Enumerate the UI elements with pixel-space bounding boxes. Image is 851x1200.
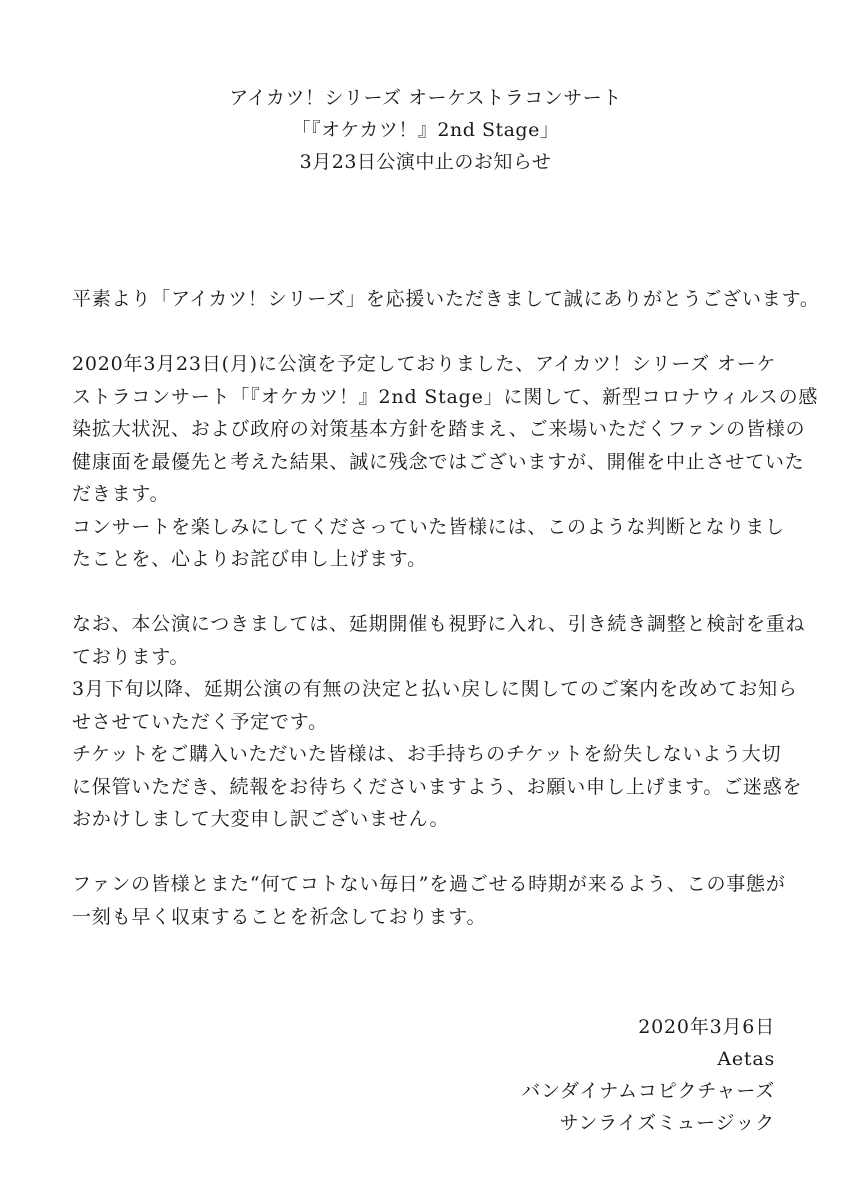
body-line: だきます。 bbox=[72, 483, 170, 505]
body-line: 染拡大状況、および政府の対策基本方針を踏まえ、ご来場いただくファンの皆様の bbox=[72, 418, 806, 440]
body-line: ております。 bbox=[72, 645, 190, 668]
title-line-event: 「『オケカツ！』2nd Stage」 bbox=[291, 119, 560, 141]
body-line: に保管いただき、続報をお待ちくださいますよう、お願い申し上げます。ご迷惑を bbox=[72, 775, 803, 798]
body-line: たことを、心よりお詫び申し上げます。 bbox=[72, 548, 427, 570]
body-line: 3月下旬以降、延期公演の有無の決定と払い戻しに関してのご案内を改めてお知ら bbox=[72, 678, 798, 700]
body-line: 平素より「アイカツ！シリーズ」を応援いただきまして誠にありがとうございます。 bbox=[72, 288, 820, 310]
announcement-body bbox=[72, 283, 820, 933]
signature-org-aetas: Aetas bbox=[717, 1048, 775, 1070]
body-line: 一刻も早く収束することを祈念しております。 bbox=[72, 905, 487, 928]
title-line-notice: 3月23日公演中止のお知らせ bbox=[299, 151, 552, 173]
body-line: 2020年3月23日(月)に公演を予定しておりました、アイカツ！シリーズ オーケ bbox=[72, 353, 777, 375]
body-line: せさせていただく予定です。 bbox=[72, 710, 328, 733]
signature-date: 2020年3月6日 bbox=[638, 1016, 775, 1038]
body-line: なお、本公演につきましては、延期開催も視野に入れ、引き続き調整と検討を重ね bbox=[72, 613, 806, 635]
announcement-title bbox=[0, 82, 851, 178]
body-line: おかけしまして大変申し訳ございません。 bbox=[72, 808, 450, 830]
body-line: コンサートを楽しみにしてくださっていた皆様には、このような判断となりまし bbox=[72, 515, 785, 538]
signature-org-bandai: バンダイナムコピクチャーズ bbox=[521, 1080, 775, 1102]
body-line: 健康面を最優先と考えた結果、誠に残念ではございますが、開催を中止させていた bbox=[72, 450, 805, 473]
signature-block bbox=[521, 1011, 775, 1139]
signature-org-sunrise: サンライズミュージック bbox=[559, 1112, 775, 1134]
body-line: チケットをご購入いただいた皆様は、お手持ちのチケットを紛失しないよう大切 bbox=[72, 743, 782, 765]
body-line: ファンの皆様とまた“何てコトない毎日”を過ごせる時期が来るよう、この事態が bbox=[72, 873, 786, 895]
body-line: ストラコンサート「『オケカツ！』2nd Stage」に関して、新型コロナウィルスの感 bbox=[72, 385, 819, 408]
title-line-series: アイカツ！シリーズ オーケストラコンサート bbox=[229, 87, 622, 109]
